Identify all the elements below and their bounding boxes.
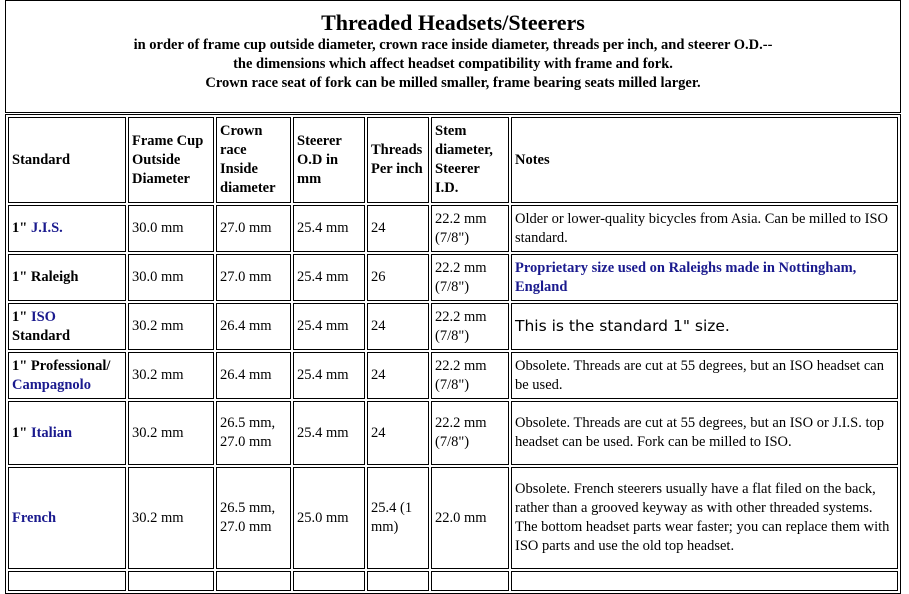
link-iso[interactable]: ISO	[30, 308, 56, 325]
stem-cell: 22.2 mm (7/8")	[431, 205, 509, 252]
steerer-od-cell: 25.4 mm	[293, 352, 365, 399]
header-frame-cup: Frame Cup Outside Diameter	[128, 117, 214, 203]
header-threads: Threads Per inch	[367, 117, 429, 203]
table-header-row	[8, 117, 898, 203]
threads-cell: 25.4 (1 mm)	[367, 467, 429, 569]
threads-cell: 24	[367, 352, 429, 399]
standard-cell	[8, 303, 126, 350]
header-crown-race: Crown race Inside diameter	[216, 117, 291, 203]
empty-cell	[8, 571, 126, 591]
threads-cell: 24	[367, 401, 429, 465]
steerer-od-cell: 25.0 mm	[293, 467, 365, 569]
standard-label: 1"	[12, 308, 31, 325]
subtitle-line-2: the dimensions which affect headset compatibility with frame and fork.	[233, 56, 673, 72]
crown-race-cell: 27.0 mm	[216, 205, 291, 252]
steerer-od-cell: 25.4 mm	[293, 401, 365, 465]
notes-raleigh-text: Proprietary size used on Raleighs made in Nottingham, England	[515, 259, 857, 295]
table-row-french	[8, 467, 898, 569]
empty-cell	[293, 571, 365, 591]
notes-cell: Obsolete. Threads are cut at 55 degrees, but an ISO or J.I.S. top headset can be used. Fork can be milled to ISO.	[511, 401, 898, 465]
standard-cell	[8, 467, 126, 569]
crown-race-cell: 26.4 mm	[216, 303, 291, 350]
frame-cup-cell: 30.0 mm	[128, 205, 214, 252]
steerer-od-cell: 25.4 mm	[293, 205, 365, 252]
stem-cell: 22.2 mm (7/8")	[431, 254, 509, 301]
standard-cell	[8, 205, 126, 252]
empty-cell	[216, 571, 291, 591]
standard-label: 1" Professional/	[12, 357, 111, 374]
stem-cell: 22.0 mm	[431, 467, 509, 569]
header-stem-diameter: Stem diameter, Steerer I.D.	[431, 117, 509, 203]
stem-cell: 22.2 mm (7/8")	[431, 401, 509, 465]
table-row-italian	[8, 401, 898, 465]
notes-cell: Obsolete. Threads are cut at 55 degrees, but an ISO headset can be used.	[511, 352, 898, 399]
standard-label-suffix: Standard	[12, 327, 71, 344]
header-standard: Standard	[8, 117, 126, 203]
standard-cell	[8, 254, 126, 301]
standard-label: 1"	[12, 424, 31, 441]
table-row-professional	[8, 352, 898, 399]
empty-cell	[128, 571, 214, 591]
subtitle-line-1: in order of frame cup outside diameter, crown race inside diameter, threads per inch, and steerer O.D.--	[133, 37, 773, 53]
stem-cell: 22.2 mm (7/8")	[431, 352, 509, 399]
notes-cell	[511, 254, 898, 301]
notes-cell	[511, 303, 898, 350]
page-header	[5, 0, 901, 113]
table-row-iso	[8, 303, 898, 350]
link-italian[interactable]: Italian	[30, 424, 73, 441]
steerer-od-cell: 25.4 mm	[293, 303, 365, 350]
standard-cell	[8, 352, 126, 399]
frame-cup-cell: 30.2 mm	[128, 401, 214, 465]
stem-cell: 22.2 mm (7/8")	[431, 303, 509, 350]
crown-race-cell: 26.5 mm, 27.0 mm	[216, 467, 291, 569]
standard-cell	[8, 401, 126, 465]
frame-cup-cell: 30.2 mm	[128, 303, 214, 350]
link-french[interactable]: French	[12, 509, 57, 526]
crown-race-cell: 26.5 mm, 27.0 mm	[216, 401, 291, 465]
threads-cell: 24	[367, 303, 429, 350]
notes-cell: Older or lower-quality bicycles from Asia. Can be milled to ISO standard.	[511, 205, 898, 252]
frame-cup-cell: 30.0 mm	[128, 254, 214, 301]
threads-cell: 26	[367, 254, 429, 301]
crown-race-cell: 27.0 mm	[216, 254, 291, 301]
standard-label: 1" Raleigh	[12, 269, 79, 285]
table-row-partial	[8, 571, 898, 591]
link-campagnolo[interactable]: Campagnolo	[12, 376, 91, 393]
empty-cell	[431, 571, 509, 591]
standard-label: 1"	[12, 220, 31, 236]
header-steerer-od: Steerer O.D in mm	[293, 117, 365, 203]
frame-cup-cell: 30.2 mm	[128, 352, 214, 399]
empty-cell	[511, 571, 898, 591]
threads-cell: 24	[367, 205, 429, 252]
crown-race-cell: 26.4 mm	[216, 352, 291, 399]
notes-iso-text: This is the standard 1" size.	[515, 316, 730, 335]
table-row-jis	[8, 205, 898, 252]
header-notes: Notes	[511, 117, 898, 203]
table-row-raleigh	[8, 254, 898, 301]
empty-cell	[367, 571, 429, 591]
headset-table	[5, 114, 901, 594]
frame-cup-cell: 30.2 mm	[128, 467, 214, 569]
page-title: Threaded Headsets/Steerers	[321, 10, 585, 35]
subtitle-line-3: Crown race seat of fork can be milled smaller, frame bearing seats milled larger.	[205, 75, 701, 91]
notes-cell: Obsolete. French steerers usually have a flat filed on the back, rather than a grooved keyway as with other threaded systems. The bottom headset parts wear faster; you can replace them with ISO parts and use the old top headset.	[511, 467, 898, 569]
steerer-od-cell: 25.4 mm	[293, 254, 365, 301]
link-jis[interactable]: J.I.S.	[30, 220, 63, 236]
